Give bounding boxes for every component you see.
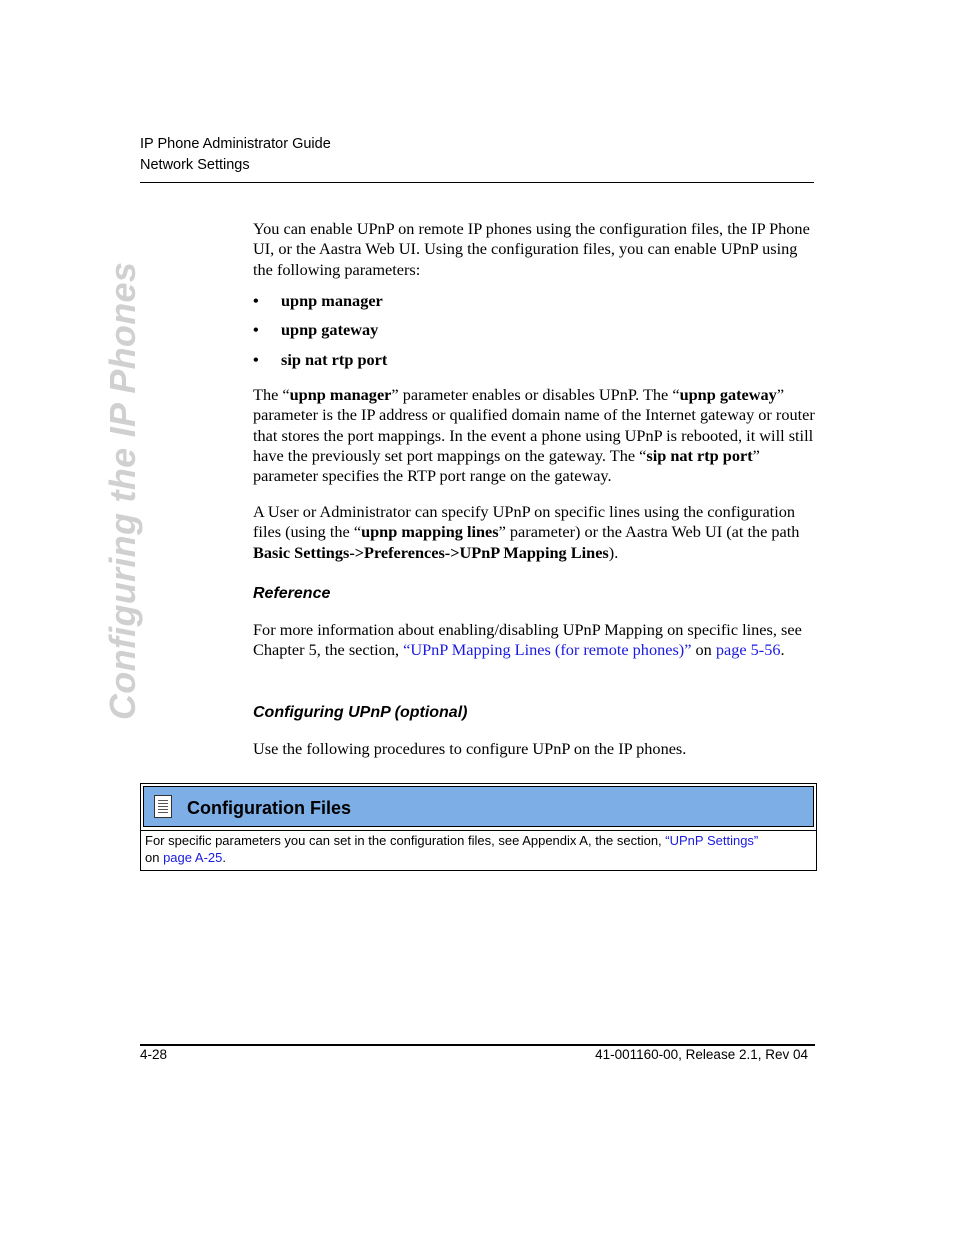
configuration-files-header	[143, 786, 814, 827]
configuration-files-text: For specific parameters you can set in the configuration files, see Appendix A, the section, “UPnP Settings” on page A-25.	[145, 833, 759, 865]
intro-paragraph: You can enable UPnP on remote IP phones using the configuration files, the IP Phone UI, or the Aastra Web UI. Using the configuration files, you can enable UPnP using the following parameters:	[253, 219, 810, 279]
param-upnp-mapping-lines: upnp mapping lines	[361, 522, 499, 542]
reference-paragraph: For more information about enabling/disabling UPnP Mapping on specific lines, see Chapter 5, the section, “UPnP Mapping Lines (for remote phones)” on page 5-56.	[253, 620, 802, 660]
param-sip-nat-rtp-port: sip nat rtp port	[646, 445, 753, 465]
upnp-mapping-lines-link[interactable]: “UPnP Mapping Lines (for remote phones)”	[403, 640, 692, 660]
bullet-marker: •	[253, 320, 259, 339]
web-ui-path: Basic Settings->Preferences->UPnP Mapping Lines	[253, 542, 609, 562]
bullet-item	[253, 350, 387, 370]
box-divider	[141, 830, 816, 831]
header-guide-title: IP Phone Administrator Guide	[140, 136, 331, 152]
configuration-files-box	[140, 783, 817, 871]
configuring-upnp-text: Use the following procedures to configure UPnP on the IP phones.	[253, 739, 687, 758]
page-number: 4-28	[140, 1047, 168, 1062]
bullet-label: upnp gateway	[281, 320, 379, 339]
bullet-item	[253, 320, 378, 340]
document-revision: 41-001160-00, Release 2.1, Rev 04	[595, 1047, 808, 1062]
param-upnp-manager: upnp manager	[289, 385, 392, 404]
bullet-label: sip nat rtp port	[281, 350, 388, 369]
page-5-56-link[interactable]: page 5-56	[715, 640, 781, 660]
notepad-icon	[154, 795, 172, 818]
bullet-label: upnp manager	[281, 291, 383, 310]
configuration-files-title: Configuration Files	[187, 798, 351, 818]
page-a-25-link[interactable]: page A-25	[163, 850, 223, 865]
upnp-settings-link[interactable]: “UPnP Settings”	[665, 833, 759, 848]
reference-heading: Reference	[253, 585, 331, 602]
header-section-title: Network Settings	[140, 157, 250, 173]
side-chapter-title: Configuring the IP Phones	[102, 261, 143, 720]
bullet-item	[253, 291, 383, 311]
param-upnp-gateway: upnp gateway	[679, 385, 777, 404]
parameter-description-paragraph: The “upnp manager” parameter enables or disables UPnP. The “upnp gateway” parameter is the IP address or qualified domain name of the Internet gateway or router that stores the port mappings. In the event a phone using UPnP is rebooted, it will still have the previously set port mappings on the gateway. The “sip nat rtp port” parameter specifies the RTP port range on the gateway.	[253, 385, 815, 486]
header-rule	[140, 182, 814, 183]
configuring-upnp-heading: Configuring UPnP (optional)	[253, 704, 468, 721]
mapping-lines-paragraph: A User or Administrator can specify UPnP on specific lines using the configuration files (using the “upnp mapping lines” parameter) or the Aastra Web UI (at the path Basic Settings->Preferences->UPnP Mapping Lines).	[253, 502, 800, 562]
bullet-marker: •	[253, 291, 259, 310]
bullet-marker: •	[253, 350, 259, 369]
